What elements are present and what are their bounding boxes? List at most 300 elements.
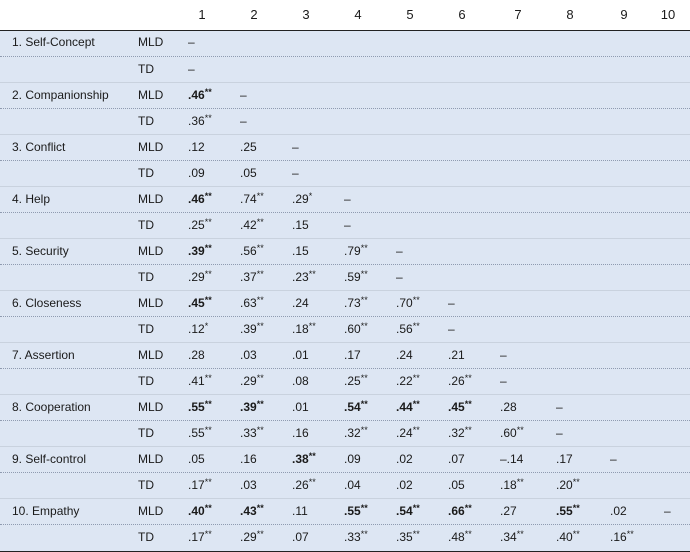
correlation-cell xyxy=(610,530,634,544)
significance-marker: ** xyxy=(204,529,212,539)
group-label: MLD xyxy=(138,400,164,414)
significance-marker: ** xyxy=(256,243,264,253)
correlation-cell xyxy=(556,530,580,544)
table-header xyxy=(0,0,690,31)
correlation-cell xyxy=(448,322,455,336)
correlation-value: – xyxy=(344,218,351,232)
correlation-value: .17 xyxy=(344,348,361,362)
significance-marker: ** xyxy=(204,217,212,227)
correlation-value: .07 xyxy=(448,452,465,466)
significance-marker: ** xyxy=(256,399,264,409)
significance-marker: ** xyxy=(308,451,316,461)
group-label: TD xyxy=(138,374,154,388)
correlation-value: .16 xyxy=(292,426,309,440)
significance-marker: ** xyxy=(256,425,264,435)
correlation-value: .55 xyxy=(188,400,205,414)
correlation-value: .12 xyxy=(188,140,205,154)
correlation-cell xyxy=(240,322,264,336)
correlation-value: .37 xyxy=(240,270,257,284)
correlation-value: .12 xyxy=(188,322,205,336)
correlation-value: .23 xyxy=(292,270,309,284)
correlation-value: .09 xyxy=(344,452,361,466)
significance-marker: ** xyxy=(360,529,368,539)
variable-label: 2. Companionship xyxy=(12,88,109,102)
correlation-cell xyxy=(344,504,368,518)
correlation-cell xyxy=(396,452,413,466)
correlation-value: – xyxy=(188,62,195,76)
correlation-value: .54 xyxy=(344,400,361,414)
table-row xyxy=(0,472,690,499)
correlation-cell xyxy=(500,478,524,492)
correlation-value: .03 xyxy=(240,348,257,362)
correlation-value: .56 xyxy=(240,244,257,258)
table-row xyxy=(0,238,690,265)
correlation-cell xyxy=(240,478,257,492)
correlation-value: .18 xyxy=(500,478,517,492)
correlation-value: .45 xyxy=(448,400,465,414)
correlation-value: .46 xyxy=(188,88,205,102)
correlation-value: – xyxy=(396,244,403,258)
correlation-value: .38 xyxy=(292,452,309,466)
table-row xyxy=(0,498,690,525)
significance-marker: ** xyxy=(464,503,472,513)
correlation-value: .42 xyxy=(240,218,257,232)
correlation-cell xyxy=(396,348,413,362)
significance-marker: ** xyxy=(256,217,264,227)
correlation-cell xyxy=(188,62,195,76)
correlation-value: .60 xyxy=(344,322,361,336)
significance-marker: ** xyxy=(360,399,368,409)
correlation-value: – xyxy=(610,452,617,466)
correlation-cell xyxy=(188,35,195,49)
correlation-cell xyxy=(292,270,316,284)
correlation-cell xyxy=(500,348,507,362)
correlation-value: .39 xyxy=(240,400,257,414)
significance-marker: ** xyxy=(360,295,368,305)
correlation-cell xyxy=(240,374,264,388)
correlation-value: .29 xyxy=(240,530,257,544)
correlation-value: – xyxy=(556,400,563,414)
correlation-cell xyxy=(188,244,212,258)
correlation-value: –.14 xyxy=(500,452,524,466)
correlation-cell xyxy=(240,348,257,362)
correlation-cell xyxy=(188,296,212,310)
significance-marker: ** xyxy=(360,269,368,279)
correlation-cell xyxy=(292,244,309,258)
correlation-cell xyxy=(292,218,309,232)
correlation-cell xyxy=(188,452,205,466)
correlation-cell xyxy=(500,400,517,414)
correlation-value: .25 xyxy=(240,140,257,154)
column-header-6: 6 xyxy=(458,7,466,22)
group-label: MLD xyxy=(138,296,164,310)
correlation-cell xyxy=(396,270,403,284)
correlation-value: .28 xyxy=(500,400,517,414)
correlation-cell xyxy=(396,296,420,310)
significance-marker: * xyxy=(204,321,209,331)
correlation-value: .24 xyxy=(396,348,413,362)
correlation-cell xyxy=(292,478,316,492)
significance-marker: ** xyxy=(464,373,472,383)
correlation-cell xyxy=(240,114,247,128)
significance-marker: ** xyxy=(516,529,524,539)
group-label: TD xyxy=(138,114,154,128)
correlation-value: .16 xyxy=(240,452,257,466)
correlation-value: .25 xyxy=(188,218,205,232)
correlation-value: – xyxy=(240,114,247,128)
correlation-cell xyxy=(292,426,309,440)
significance-marker: ** xyxy=(256,191,264,201)
group-label: MLD xyxy=(138,140,164,154)
table-row xyxy=(0,30,690,56)
correlation-value: .04 xyxy=(344,478,361,492)
group-label: MLD xyxy=(138,452,164,466)
significance-marker: ** xyxy=(360,373,368,383)
significance-marker: ** xyxy=(204,503,212,513)
correlation-cell xyxy=(188,400,212,414)
variable-label: 9. Self-control xyxy=(12,452,87,466)
correlation-value: – xyxy=(448,322,455,336)
correlation-cell xyxy=(292,452,316,466)
variable-label: 5. Security xyxy=(12,244,69,258)
significance-marker: ** xyxy=(516,425,524,435)
correlation-value: – xyxy=(292,140,299,154)
correlation-value: – xyxy=(240,88,247,102)
correlation-value: .21 xyxy=(448,348,465,362)
correlation-cell xyxy=(292,322,316,336)
correlation-cell xyxy=(448,478,465,492)
correlation-value: .02 xyxy=(396,452,413,466)
correlation-cell xyxy=(240,218,264,232)
significance-marker: ** xyxy=(256,269,264,279)
correlation-cell xyxy=(188,478,212,492)
correlation-cell xyxy=(448,426,472,440)
correlation-value: – xyxy=(396,270,403,284)
correlation-value: .48 xyxy=(448,530,465,544)
significance-marker: ** xyxy=(360,503,368,513)
table-row xyxy=(0,56,690,83)
correlation-value: .29 xyxy=(240,374,257,388)
significance-marker: ** xyxy=(204,295,212,305)
significance-marker: ** xyxy=(204,425,212,435)
correlation-value: – xyxy=(556,426,563,440)
significance-marker: * xyxy=(308,191,313,201)
table-row xyxy=(0,524,690,551)
correlation-value: .32 xyxy=(344,426,361,440)
correlation-value: .02 xyxy=(610,504,627,518)
correlation-cell xyxy=(448,400,472,414)
correlation-value: .34 xyxy=(500,530,517,544)
correlation-cell xyxy=(396,322,420,336)
correlation-cell xyxy=(188,192,212,206)
significance-marker: ** xyxy=(412,503,420,513)
group-label: MLD xyxy=(138,88,164,102)
correlation-cell xyxy=(188,374,212,388)
correlation-value: – xyxy=(292,166,299,180)
column-header-7: 7 xyxy=(514,7,522,22)
correlation-cell xyxy=(240,296,264,310)
correlation-cell xyxy=(292,296,309,310)
correlation-cell xyxy=(240,140,257,154)
column-header-1: 1 xyxy=(198,7,206,22)
significance-marker: ** xyxy=(464,399,472,409)
significance-marker: ** xyxy=(204,373,212,383)
correlation-value: .05 xyxy=(240,166,257,180)
correlation-value: .22 xyxy=(396,374,413,388)
correlation-cell xyxy=(292,192,312,206)
variable-label: 1. Self-Concept xyxy=(12,35,95,49)
correlation-cell xyxy=(500,452,523,466)
table-row xyxy=(0,394,690,421)
correlation-value: .73 xyxy=(344,296,361,310)
correlation-cell xyxy=(448,530,472,544)
significance-marker: ** xyxy=(256,295,264,305)
correlation-cell xyxy=(188,504,212,518)
correlation-value: .15 xyxy=(292,244,309,258)
correlation-cell xyxy=(292,400,309,414)
correlation-cell xyxy=(292,166,299,180)
variable-label: 3. Conflict xyxy=(12,140,66,154)
correlation-value: .40 xyxy=(188,504,205,518)
correlation-value: .24 xyxy=(396,426,413,440)
table-row xyxy=(0,342,690,369)
significance-marker: ** xyxy=(412,295,420,305)
correlation-cell xyxy=(344,296,368,310)
significance-marker: ** xyxy=(360,425,368,435)
correlation-cell xyxy=(292,374,309,388)
table-row xyxy=(0,160,690,187)
correlation-cell xyxy=(396,374,420,388)
variable-label: 8. Cooperation xyxy=(12,400,91,414)
correlation-cell xyxy=(240,166,257,180)
column-header-8: 8 xyxy=(566,7,574,22)
significance-marker: ** xyxy=(412,425,420,435)
correlation-value: .36 xyxy=(188,114,205,128)
correlation-value: .33 xyxy=(240,426,257,440)
significance-marker: ** xyxy=(308,321,316,331)
correlation-value: – xyxy=(664,504,671,518)
correlation-value: .05 xyxy=(188,452,205,466)
correlation-value: .66 xyxy=(448,504,465,518)
correlation-cell xyxy=(188,166,205,180)
table-row xyxy=(0,420,690,447)
column-header-9: 9 xyxy=(620,7,628,22)
correlation-cell xyxy=(344,348,361,362)
significance-marker: ** xyxy=(308,477,316,487)
significance-marker: ** xyxy=(256,373,264,383)
correlation-value: .74 xyxy=(240,192,257,206)
table-row xyxy=(0,264,690,291)
correlation-cell xyxy=(344,270,368,284)
correlation-value: .03 xyxy=(240,478,257,492)
group-label: MLD xyxy=(138,35,164,49)
significance-marker: ** xyxy=(204,477,212,487)
correlation-value: .59 xyxy=(344,270,361,284)
significance-marker: ** xyxy=(204,191,212,201)
correlation-cell xyxy=(240,452,257,466)
correlation-value: .35 xyxy=(396,530,413,544)
correlation-cell xyxy=(188,270,212,284)
table-row xyxy=(0,446,690,473)
correlation-cell xyxy=(240,504,264,518)
correlation-value: .41 xyxy=(188,374,205,388)
correlation-cell xyxy=(344,478,361,492)
correlation-value: – xyxy=(500,374,507,388)
correlation-value: – xyxy=(500,348,507,362)
correlation-value: .54 xyxy=(396,504,413,518)
table-row xyxy=(0,316,690,343)
significance-marker: ** xyxy=(204,87,212,97)
correlation-value: .15 xyxy=(292,218,309,232)
group-label: TD xyxy=(138,270,154,284)
correlation-cell xyxy=(396,504,420,518)
correlation-cell xyxy=(448,374,472,388)
correlation-value: .33 xyxy=(344,530,361,544)
table-row xyxy=(0,212,690,239)
correlation-value: .08 xyxy=(292,374,309,388)
significance-marker: ** xyxy=(256,321,264,331)
correlation-cell xyxy=(396,530,420,544)
correlation-value: .02 xyxy=(396,478,413,492)
correlation-value: .79 xyxy=(344,244,361,258)
group-label: TD xyxy=(138,426,154,440)
group-label: MLD xyxy=(138,192,164,206)
correlation-value: .40 xyxy=(556,530,573,544)
correlation-cell xyxy=(610,504,627,518)
significance-marker: ** xyxy=(360,243,368,253)
significance-marker: ** xyxy=(204,269,212,279)
column-header-3: 3 xyxy=(302,7,310,22)
correlation-value: – xyxy=(344,192,351,206)
correlation-cell xyxy=(188,218,212,232)
significance-marker: ** xyxy=(626,529,634,539)
correlation-value: .28 xyxy=(188,348,205,362)
correlation-value: .20 xyxy=(556,478,573,492)
significance-marker: ** xyxy=(360,321,368,331)
group-label: MLD xyxy=(138,504,164,518)
correlation-cell xyxy=(500,504,517,518)
table-row xyxy=(0,108,690,135)
variable-label: 4. Help xyxy=(12,192,51,206)
correlation-value: – xyxy=(188,35,195,49)
correlation-cell xyxy=(292,140,299,154)
correlation-value: .01 xyxy=(292,348,309,362)
correlation-value: .17 xyxy=(188,530,205,544)
correlation-cell xyxy=(556,504,580,518)
significance-marker: ** xyxy=(464,425,472,435)
correlation-cell xyxy=(396,426,420,440)
correlation-cell xyxy=(556,478,580,492)
correlation-cell xyxy=(344,218,351,232)
correlation-value: .55 xyxy=(556,504,573,518)
correlation-value: .70 xyxy=(396,296,413,310)
correlation-cell xyxy=(240,270,264,284)
variable-label: 6. Closeness xyxy=(12,296,82,310)
correlation-cell xyxy=(344,374,368,388)
correlation-value: .27 xyxy=(500,504,517,518)
correlation-cell xyxy=(188,88,212,102)
correlation-value: .45 xyxy=(188,296,205,310)
correlation-cell xyxy=(188,140,205,154)
correlation-value: .29 xyxy=(292,192,309,206)
correlation-cell xyxy=(664,504,671,518)
variable-label: 7. Assertion xyxy=(12,348,75,362)
significance-marker: ** xyxy=(464,529,472,539)
column-header-4: 4 xyxy=(354,7,362,22)
column-header-5: 5 xyxy=(406,7,414,22)
correlation-cell xyxy=(556,426,563,440)
correlation-value: .17 xyxy=(556,452,573,466)
correlation-value: .32 xyxy=(448,426,465,440)
correlation-value: .07 xyxy=(292,530,309,544)
significance-marker: ** xyxy=(204,243,212,253)
correlation-value: .60 xyxy=(500,426,517,440)
variable-label: 10. Empathy xyxy=(12,504,80,518)
correlation-cell xyxy=(344,192,351,206)
group-label: TD xyxy=(138,218,154,232)
correlation-value: .44 xyxy=(396,400,413,414)
correlation-cell xyxy=(448,296,455,310)
table-row xyxy=(0,134,690,161)
correlation-cell xyxy=(188,426,212,440)
significance-marker: ** xyxy=(256,503,264,513)
table-row xyxy=(0,82,690,109)
correlation-cell xyxy=(240,192,264,206)
column-header-10: 10 xyxy=(660,7,676,22)
significance-marker: ** xyxy=(204,113,212,123)
correlation-cell xyxy=(292,504,308,518)
table-row xyxy=(0,290,690,317)
significance-marker: ** xyxy=(412,399,420,409)
correlation-value: .16 xyxy=(610,530,627,544)
correlation-value: .26 xyxy=(292,478,309,492)
correlation-cell xyxy=(500,374,507,388)
correlation-cell xyxy=(448,348,465,362)
correlation-value: .63 xyxy=(240,296,257,310)
correlation-cell xyxy=(292,530,309,544)
correlation-value: .29 xyxy=(188,270,205,284)
correlation-value: .01 xyxy=(292,400,309,414)
correlation-value: .46 xyxy=(188,192,205,206)
column-header-2: 2 xyxy=(250,7,258,22)
correlation-value: .55 xyxy=(188,426,205,440)
correlation-cell xyxy=(344,244,368,258)
correlation-cell xyxy=(500,530,524,544)
correlation-cell xyxy=(188,322,208,336)
correlation-value: .55 xyxy=(344,504,361,518)
significance-marker: ** xyxy=(204,399,212,409)
correlation-cell xyxy=(344,452,361,466)
significance-marker: ** xyxy=(572,529,580,539)
correlation-cell xyxy=(556,452,573,466)
correlation-cell xyxy=(292,348,309,362)
group-label: TD xyxy=(138,62,154,76)
correlation-cell xyxy=(396,244,403,258)
correlation-cell xyxy=(344,530,368,544)
group-label: MLD xyxy=(138,244,164,258)
correlation-value: .56 xyxy=(396,322,413,336)
correlation-cell xyxy=(240,88,247,102)
correlation-value: – xyxy=(448,296,455,310)
correlation-cell xyxy=(344,322,368,336)
correlation-cell xyxy=(240,400,264,414)
correlation-cell xyxy=(500,426,524,440)
correlation-cell xyxy=(448,504,472,518)
group-label: TD xyxy=(138,478,154,492)
significance-marker: ** xyxy=(308,269,316,279)
significance-marker: ** xyxy=(256,529,264,539)
correlation-value: .09 xyxy=(188,166,205,180)
